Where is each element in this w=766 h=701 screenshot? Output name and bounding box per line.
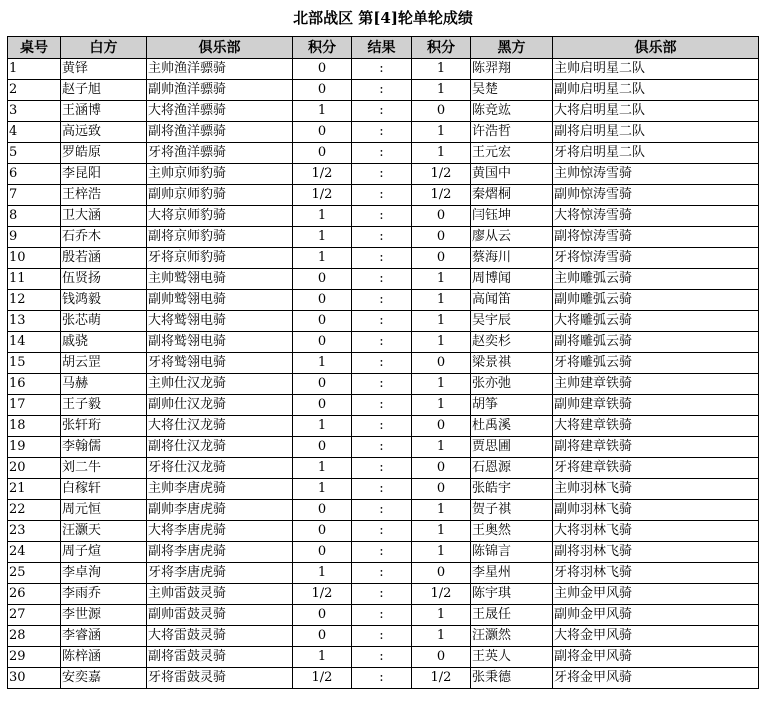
white-player-cell: 周子煊 (61, 542, 147, 563)
black-player-cell: 贾思圃 (471, 437, 553, 458)
black-score-cell: 1 (412, 332, 471, 353)
white-player-cell: 李翰儒 (61, 437, 147, 458)
table-row (8, 290, 759, 311)
table-row (8, 668, 759, 689)
white-player-cell: 殷若涵 (61, 248, 147, 269)
black-club-cell: 副帅羽林飞骑 (553, 500, 759, 521)
table-no-cell: 18 (8, 416, 61, 437)
white-club-cell: 主帅李唐虎骑 (147, 479, 293, 500)
table-no-cell: 6 (8, 164, 61, 185)
table-row (8, 542, 759, 563)
header-white-club: 俱乐部 (147, 37, 293, 59)
table-no-cell: 27 (8, 605, 61, 626)
black-score-cell: 1/2 (412, 584, 471, 605)
white-score-cell: 1 (293, 458, 352, 479)
black-club-cell: 大将羽林飞骑 (553, 521, 759, 542)
table-row (8, 647, 759, 668)
black-player-cell: 王晟任 (471, 605, 553, 626)
result-separator-cell: : (352, 563, 412, 584)
white-player-cell: 罗皓原 (61, 143, 147, 164)
black-club-cell: 大将金甲风骑 (553, 626, 759, 647)
black-club-cell: 大将惊涛雪骑 (553, 206, 759, 227)
black-player-cell: 蔡海川 (471, 248, 553, 269)
table-no-cell: 30 (8, 668, 61, 689)
black-club-cell: 副将惊涛雪骑 (553, 227, 759, 248)
black-club-cell: 副将建章铁骑 (553, 437, 759, 458)
white-score-cell: 1 (293, 416, 352, 437)
black-club-cell: 牙将启明星二队 (553, 143, 759, 164)
white-club-cell: 主帅仕汉龙骑 (147, 374, 293, 395)
white-player-cell: 王子毅 (61, 395, 147, 416)
black-player-cell: 赵奕杉 (471, 332, 553, 353)
table-no-cell: 5 (8, 143, 61, 164)
black-score-cell: 1 (412, 374, 471, 395)
white-score-cell: 1 (293, 248, 352, 269)
table-no-cell: 20 (8, 458, 61, 479)
black-player-cell: 李星州 (471, 563, 553, 584)
black-score-cell: 1 (412, 269, 471, 290)
result-separator-cell: : (352, 101, 412, 122)
white-club-cell: 主帅雷鼓灵骑 (147, 584, 293, 605)
white-club-cell: 大将渔洋骠骑 (147, 101, 293, 122)
white-player-cell: 白稼轩 (61, 479, 147, 500)
table-no-cell: 28 (8, 626, 61, 647)
white-player-cell: 汪灏天 (61, 521, 147, 542)
white-player-cell: 马赫 (61, 374, 147, 395)
white-club-cell: 牙将仕汉龙骑 (147, 458, 293, 479)
result-separator-cell: : (352, 395, 412, 416)
result-separator-cell: : (352, 248, 412, 269)
result-separator-cell: : (352, 605, 412, 626)
result-separator-cell: : (352, 647, 412, 668)
white-score-cell: 0 (293, 605, 352, 626)
table-no-cell: 1 (8, 59, 61, 80)
black-player-cell: 许浩哲 (471, 122, 553, 143)
white-score-cell: 0 (293, 437, 352, 458)
white-score-cell: 0 (293, 542, 352, 563)
black-player-cell: 张秉德 (471, 668, 553, 689)
black-player-cell: 高闻笛 (471, 290, 553, 311)
white-player-cell: 戚骁 (61, 332, 147, 353)
table-row (8, 248, 759, 269)
result-separator-cell: : (352, 332, 412, 353)
white-score-cell: 0 (293, 521, 352, 542)
table-row (8, 395, 759, 416)
white-player-cell: 王涵博 (61, 101, 147, 122)
black-player-cell: 王英人 (471, 647, 553, 668)
white-score-cell: 0 (293, 332, 352, 353)
table-no-cell: 7 (8, 185, 61, 206)
header-white-score: 积分 (293, 37, 352, 59)
table-row (8, 626, 759, 647)
result-separator-cell: : (352, 479, 412, 500)
black-club-cell: 牙将羽林飞骑 (553, 563, 759, 584)
white-club-cell: 副帅雷鼓灵骑 (147, 605, 293, 626)
table-no-cell: 2 (8, 80, 61, 101)
white-score-cell: 0 (293, 374, 352, 395)
table-row (8, 206, 759, 227)
white-player-cell: 李雨乔 (61, 584, 147, 605)
white-club-cell: 副将鹫翎电骑 (147, 332, 293, 353)
black-club-cell: 主帅雕弧云骑 (553, 269, 759, 290)
black-score-cell: 1 (412, 143, 471, 164)
white-player-cell: 黄铎 (61, 59, 147, 80)
white-score-cell: 1 (293, 206, 352, 227)
black-club-cell: 牙将惊涛雪骑 (553, 248, 759, 269)
black-player-cell: 吴楚 (471, 80, 553, 101)
black-club-cell: 副帅金甲风骑 (553, 605, 759, 626)
result-separator-cell: : (352, 311, 412, 332)
white-club-cell: 副帅李唐虎骑 (147, 500, 293, 521)
white-player-cell: 赵子旭 (61, 80, 147, 101)
table-no-cell: 8 (8, 206, 61, 227)
white-club-cell: 大将雷鼓灵骑 (147, 626, 293, 647)
result-separator-cell: : (352, 500, 412, 521)
table-no-cell: 22 (8, 500, 61, 521)
black-club-cell: 副帅启明星二队 (553, 80, 759, 101)
table-no-cell: 25 (8, 563, 61, 584)
table-no-cell: 10 (8, 248, 61, 269)
white-player-cell: 周元恒 (61, 500, 147, 521)
black-player-cell: 石恩源 (471, 458, 553, 479)
black-player-cell: 陈宇琪 (471, 584, 553, 605)
header-black-score: 积分 (412, 37, 471, 59)
white-club-cell: 副帅仕汉龙骑 (147, 395, 293, 416)
table-no-cell: 29 (8, 647, 61, 668)
table-no-cell: 17 (8, 395, 61, 416)
result-separator-cell: : (352, 122, 412, 143)
table-no-cell: 19 (8, 437, 61, 458)
result-separator-cell: : (352, 521, 412, 542)
result-separator-cell: : (352, 80, 412, 101)
black-score-cell: 0 (412, 647, 471, 668)
black-score-cell: 1 (412, 311, 471, 332)
table-row (8, 101, 759, 122)
table-no-cell: 13 (8, 311, 61, 332)
result-separator-cell: : (352, 416, 412, 437)
white-score-cell: 0 (293, 122, 352, 143)
white-score-cell: 1/2 (293, 584, 352, 605)
black-player-cell: 陈羿翔 (471, 59, 553, 80)
white-score-cell: 1/2 (293, 185, 352, 206)
black-score-cell: 0 (412, 206, 471, 227)
black-score-cell: 1 (412, 521, 471, 542)
white-club-cell: 主帅京师豹骑 (147, 164, 293, 185)
table-body (8, 59, 759, 689)
black-player-cell: 秦熠桐 (471, 185, 553, 206)
black-club-cell: 牙将雕弧云骑 (553, 353, 759, 374)
black-player-cell: 陈锦言 (471, 542, 553, 563)
black-player-cell: 陈竞竑 (471, 101, 553, 122)
white-score-cell: 0 (293, 500, 352, 521)
result-separator-cell: : (352, 542, 412, 563)
table-row (8, 563, 759, 584)
table-row (8, 353, 759, 374)
white-score-cell: 0 (293, 626, 352, 647)
white-score-cell: 0 (293, 269, 352, 290)
black-player-cell: 张皓宇 (471, 479, 553, 500)
white-score-cell: 0 (293, 80, 352, 101)
white-score-cell: 1 (293, 563, 352, 584)
white-club-cell: 牙将李唐虎骑 (147, 563, 293, 584)
result-separator-cell: : (352, 290, 412, 311)
result-separator-cell: : (352, 374, 412, 395)
black-club-cell: 大将启明星二队 (553, 101, 759, 122)
table-row (8, 185, 759, 206)
black-club-cell: 主帅金甲风骑 (553, 584, 759, 605)
table-row (8, 143, 759, 164)
black-score-cell: 0 (412, 101, 471, 122)
black-club-cell: 主帅启明星二队 (553, 59, 759, 80)
table-row (8, 269, 759, 290)
white-club-cell: 副将李唐虎骑 (147, 542, 293, 563)
results-table (7, 36, 759, 689)
white-player-cell: 王梓浩 (61, 185, 147, 206)
black-club-cell: 牙将建章铁骑 (553, 458, 759, 479)
black-club-cell: 牙将金甲风骑 (553, 668, 759, 689)
table-row (8, 584, 759, 605)
table-no-cell: 16 (8, 374, 61, 395)
header-result: 结果 (352, 37, 412, 59)
white-player-cell: 李卓洵 (61, 563, 147, 584)
table-row (8, 164, 759, 185)
header-white: 白方 (61, 37, 147, 59)
white-club-cell: 副帅京师豹骑 (147, 185, 293, 206)
white-player-cell: 张芯萌 (61, 311, 147, 332)
black-score-cell: 0 (412, 227, 471, 248)
white-score-cell: 1 (293, 647, 352, 668)
white-player-cell: 安奕嘉 (61, 668, 147, 689)
white-club-cell: 副帅渔洋骠骑 (147, 80, 293, 101)
black-score-cell: 0 (412, 479, 471, 500)
white-player-cell: 石乔木 (61, 227, 147, 248)
black-score-cell: 1 (412, 605, 471, 626)
table-no-cell: 4 (8, 122, 61, 143)
black-score-cell: 0 (412, 563, 471, 584)
white-player-cell: 陈梓涵 (61, 647, 147, 668)
black-club-cell: 副将金甲风骑 (553, 647, 759, 668)
white-score-cell: 0 (293, 59, 352, 80)
white-score-cell: 0 (293, 143, 352, 164)
white-club-cell: 主帅鹫翎电骑 (147, 269, 293, 290)
table-row (8, 311, 759, 332)
white-player-cell: 高远致 (61, 122, 147, 143)
black-club-cell: 副帅建章铁骑 (553, 395, 759, 416)
table-no-cell: 9 (8, 227, 61, 248)
page-title: 北部战区 第[4]轮单轮成绩 (293, 9, 473, 27)
result-separator-cell: : (352, 584, 412, 605)
white-club-cell: 主帅渔洋骠骑 (147, 59, 293, 80)
black-club-cell: 大将雕弧云骑 (553, 311, 759, 332)
white-club-cell: 大将李唐虎骑 (147, 521, 293, 542)
black-club-cell: 副帅惊涛雪骑 (553, 185, 759, 206)
black-club-cell: 副将启明星二队 (553, 122, 759, 143)
white-player-cell: 张轩珩 (61, 416, 147, 437)
header-row (8, 37, 759, 59)
black-player-cell: 闫钰坤 (471, 206, 553, 227)
result-separator-cell: : (352, 227, 412, 248)
white-player-cell: 卫大涵 (61, 206, 147, 227)
result-separator-cell: : (352, 143, 412, 164)
black-score-cell: 1 (412, 290, 471, 311)
result-separator-cell: : (352, 59, 412, 80)
white-player-cell: 胡云罡 (61, 353, 147, 374)
black-player-cell: 廖从云 (471, 227, 553, 248)
table-no-cell: 12 (8, 290, 61, 311)
table-no-cell: 23 (8, 521, 61, 542)
black-score-cell: 1 (412, 542, 471, 563)
white-club-cell: 牙将鹫翎电骑 (147, 353, 293, 374)
black-player-cell: 周博闻 (471, 269, 553, 290)
white-score-cell: 1 (293, 479, 352, 500)
table-row (8, 374, 759, 395)
black-score-cell: 1/2 (412, 185, 471, 206)
header-black: 黑方 (471, 37, 553, 59)
result-separator-cell: : (352, 206, 412, 227)
black-score-cell: 0 (412, 416, 471, 437)
table-row (8, 80, 759, 101)
table-row (8, 605, 759, 626)
table-row (8, 122, 759, 143)
white-club-cell: 牙将雷鼓灵骑 (147, 668, 293, 689)
black-club-cell: 主帅惊涛雪骑 (553, 164, 759, 185)
table-row (8, 437, 759, 458)
black-score-cell: 0 (412, 353, 471, 374)
white-club-cell: 牙将渔洋骠骑 (147, 143, 293, 164)
black-player-cell: 王奥然 (471, 521, 553, 542)
white-club-cell: 副将渔洋骠骑 (147, 122, 293, 143)
white-player-cell: 钱鸿毅 (61, 290, 147, 311)
black-player-cell: 杜禹溪 (471, 416, 553, 437)
white-score-cell: 1 (293, 101, 352, 122)
table-row (8, 521, 759, 542)
black-score-cell: 0 (412, 248, 471, 269)
white-player-cell: 李昆阳 (61, 164, 147, 185)
white-score-cell: 1/2 (293, 668, 352, 689)
table-no-cell: 14 (8, 332, 61, 353)
white-score-cell: 1 (293, 227, 352, 248)
white-score-cell: 0 (293, 290, 352, 311)
black-player-cell: 梁景祺 (471, 353, 553, 374)
table-row (8, 416, 759, 437)
black-club-cell: 副将雕弧云骑 (553, 332, 759, 353)
white-player-cell: 刘二牛 (61, 458, 147, 479)
white-score-cell: 0 (293, 395, 352, 416)
table-no-cell: 24 (8, 542, 61, 563)
white-club-cell: 牙将京师豹骑 (147, 248, 293, 269)
black-club-cell: 副帅雕弧云骑 (553, 290, 759, 311)
white-club-cell: 大将京师豹骑 (147, 206, 293, 227)
black-score-cell: 0 (412, 458, 471, 479)
black-club-cell: 主帅羽林飞骑 (553, 479, 759, 500)
table-no-cell: 3 (8, 101, 61, 122)
white-player-cell: 李世源 (61, 605, 147, 626)
white-score-cell: 1 (293, 353, 352, 374)
black-player-cell: 黄国中 (471, 164, 553, 185)
black-score-cell: 1 (412, 80, 471, 101)
result-separator-cell: : (352, 164, 412, 185)
black-club-cell: 大将建章铁骑 (553, 416, 759, 437)
black-score-cell: 1 (412, 395, 471, 416)
white-club-cell: 大将鹫翎电骑 (147, 311, 293, 332)
black-player-cell: 吴宇辰 (471, 311, 553, 332)
black-score-cell: 1 (412, 500, 471, 521)
table-no-cell: 11 (8, 269, 61, 290)
header-black-club: 俱乐部 (553, 37, 759, 59)
result-separator-cell: : (352, 458, 412, 479)
table-row (8, 500, 759, 521)
white-score-cell: 0 (293, 311, 352, 332)
result-separator-cell: : (352, 626, 412, 647)
table-row (8, 59, 759, 80)
white-club-cell: 副将仕汉龙骑 (147, 437, 293, 458)
black-score-cell: 1/2 (412, 668, 471, 689)
black-player-cell: 胡筝 (471, 395, 553, 416)
table-row (8, 479, 759, 500)
table-row (8, 458, 759, 479)
black-score-cell: 1 (412, 59, 471, 80)
black-score-cell: 1 (412, 437, 471, 458)
table-row (8, 227, 759, 248)
black-score-cell: 1 (412, 626, 471, 647)
result-separator-cell: : (352, 185, 412, 206)
black-player-cell: 张亦弛 (471, 374, 553, 395)
result-separator-cell: : (352, 269, 412, 290)
white-club-cell: 副将雷鼓灵骑 (147, 647, 293, 668)
black-player-cell: 汪灏然 (471, 626, 553, 647)
header-table-no: 桌号 (8, 37, 61, 59)
result-separator-cell: : (352, 668, 412, 689)
black-club-cell: 主帅建章铁骑 (553, 374, 759, 395)
white-score-cell: 1/2 (293, 164, 352, 185)
black-score-cell: 1/2 (412, 164, 471, 185)
table-no-cell: 21 (8, 479, 61, 500)
white-player-cell: 李睿涵 (61, 626, 147, 647)
result-separator-cell: : (352, 437, 412, 458)
white-club-cell: 副将京师豹骑 (147, 227, 293, 248)
white-club-cell: 副帅鹫翎电骑 (147, 290, 293, 311)
black-player-cell: 王元宏 (471, 143, 553, 164)
result-separator-cell: : (352, 353, 412, 374)
table-row (8, 332, 759, 353)
white-player-cell: 伍贤扬 (61, 269, 147, 290)
white-club-cell: 大将仕汉龙骑 (147, 416, 293, 437)
black-club-cell: 副将羽林飞骑 (553, 542, 759, 563)
black-player-cell: 贺子祺 (471, 500, 553, 521)
table-no-cell: 15 (8, 353, 61, 374)
table-no-cell: 26 (8, 584, 61, 605)
black-score-cell: 1 (412, 122, 471, 143)
